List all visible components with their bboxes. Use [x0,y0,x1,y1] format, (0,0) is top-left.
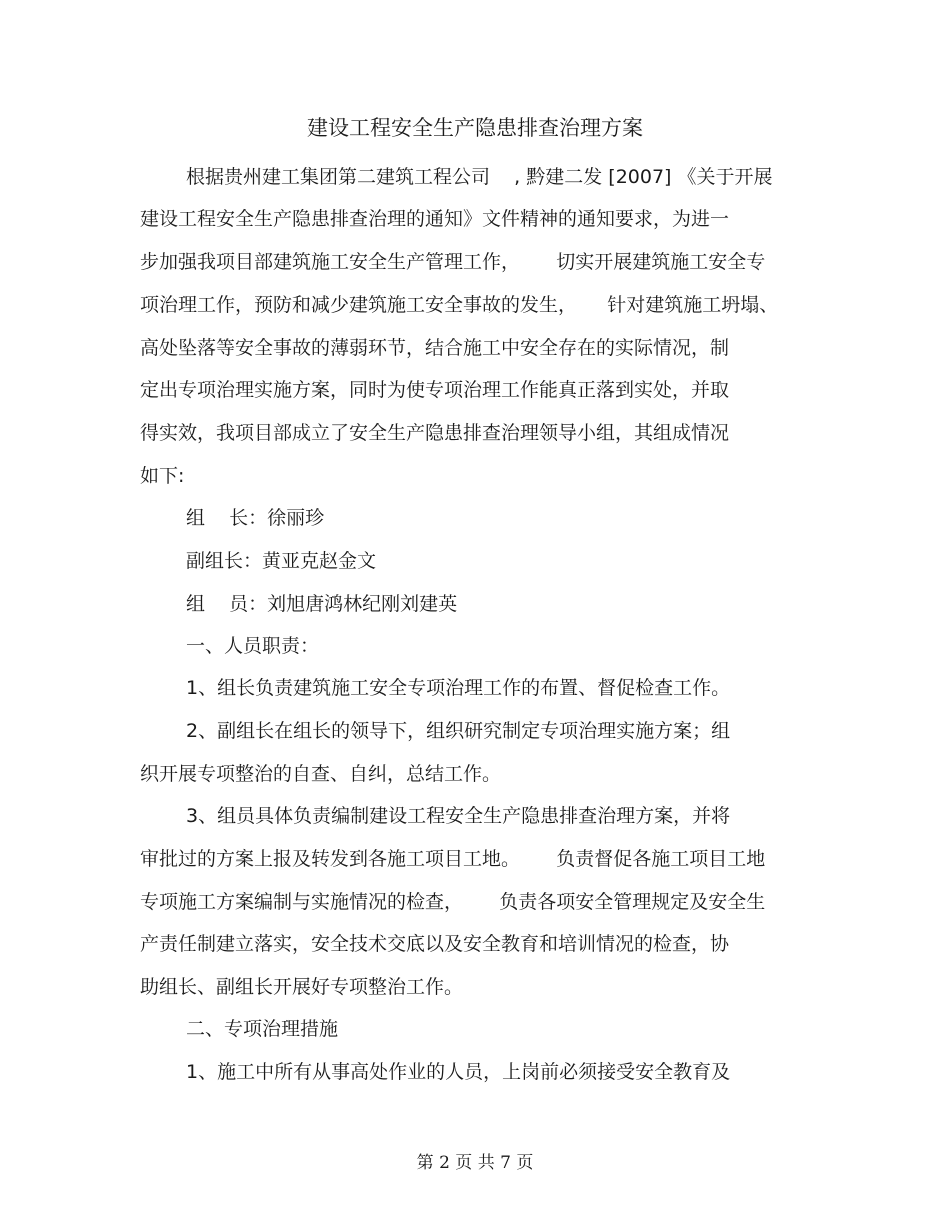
paragraph-line: 根据贵州建工集团第二建筑工程公司 , 黔建二发 [2007] 《关于开展 [186,166,773,188]
paragraph-line: 助组长、副组长开展好专项整治工作。 [140,976,464,998]
paragraph-line: 如下: [140,465,185,487]
paragraph-line: 项治理工作，预防和减少建筑施工安全事故的发生， 针对建筑施工坍塌、 [140,294,779,316]
deputy-leader-line: 副组长：黄亚克赵金文 [186,550,377,572]
paragraph-line: 定出专项治理实施方案，同时为使专项治理工作能真正落到实处，并取 [140,379,730,401]
members-line: 组 员：刘旭唐鸿林纪刚刘建英 [186,593,458,615]
list-item: 3、组员具体负责编制建设工程安全生产隐患排查治理方案，并将 [186,805,731,827]
paragraph-line: 得实效，我项目部成立了安全生产隐患排查治理领导小组，其组成情况 [140,422,730,444]
list-item: 1、施工中所有从事高处作业的人员，上岗前必须接受安全教育及 [186,1061,731,1083]
leader-line: 组 长：徐丽珍 [186,507,325,529]
list-item: 2、副组长在组长的领导下，组织研究制定专项治理实施方案；组 [186,720,731,742]
paragraph-line: 专项施工方案编制与实施情况的检查， 负责各项安全管理规定及安全生 [140,891,766,913]
list-item: 1、组长负责建筑施工安全专项治理工作的布置、督促检查工作。 [186,677,731,699]
paragraph-line: 产责任制建立落实，安全技术交底以及安全教育和培训情况的检查，协 [140,933,730,955]
section-heading: 一、人员职责： [186,635,320,657]
paragraph-line: 高处坠落等安全事故的薄弱环节，结合施工中安全存在的实际情况，制 [140,337,730,359]
paragraph-line: 织开展专项整治的自查、自纠，总结工作。 [140,763,502,785]
paragraph-line: 审批过的方案上报及转发到各施工项目工地。 负责督促各施工项目工地 [140,848,766,870]
paragraph-line: 建设工程安全生产隐患排查治理的通知》文件精神的通知要求，为进一 [140,208,730,230]
paragraph-line: 步加强我项目部建筑施工安全生产管理工作， 切实开展建筑施工安全专 [140,251,766,273]
page-footer: 第 2 页 共 7 页 [416,1153,534,1173]
section-heading: 二、专项治理措施 [186,1018,339,1040]
document-title: 建设工程安全生产隐患排查治理方案 [307,116,643,140]
